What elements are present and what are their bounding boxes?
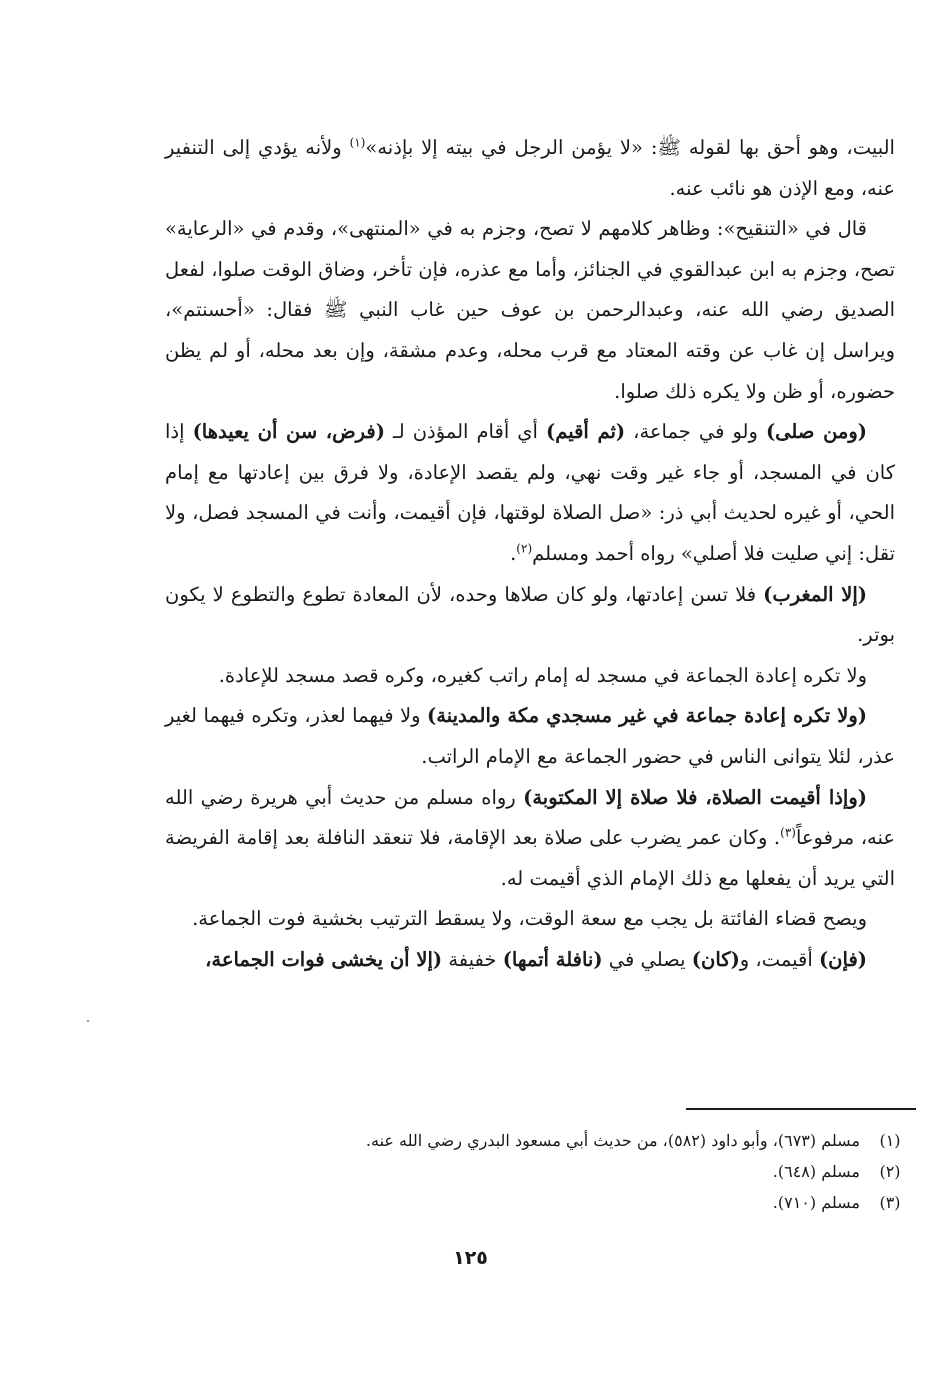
footnote bbox=[165, 1187, 920, 1218]
sharh-text: ويصح قضاء الفائتة بل يجب مع سعة الوقت، ولا يسقط الترتيب بخشية فوت الجماعة. bbox=[192, 907, 867, 931]
footnote bbox=[165, 1156, 920, 1187]
paragraph bbox=[165, 940, 895, 981]
sharh-text: رواه مسلم من حديث أبي هريرة رضي الله عنه، مرفوعاً bbox=[165, 785, 895, 850]
matn-text: (ومن صلى) bbox=[765, 420, 868, 444]
matn-text: (فإن) bbox=[818, 947, 867, 971]
paragraph bbox=[165, 128, 895, 209]
paragraph bbox=[165, 656, 895, 697]
footnote bbox=[165, 1125, 920, 1156]
paragraph bbox=[165, 696, 895, 777]
sharh-text: خفيفة bbox=[442, 947, 503, 971]
matn-text: (وإذا أقيمت الصلاة، فلا صلاة إلا المكتوبة) bbox=[523, 785, 867, 809]
footnote-text: مسلم (٦٧٣)، وأبو داود (٥٨٢)، من حديث أبي مسعود البدري رضي الله عنه. bbox=[365, 1131, 860, 1150]
sharh-text: يصلي في bbox=[602, 947, 692, 971]
paragraph bbox=[165, 209, 895, 412]
paragraph bbox=[165, 575, 895, 656]
paragraph bbox=[165, 412, 895, 574]
matn-text: (إلا أن يخشى فوات الجماعة، bbox=[205, 947, 443, 971]
sharh-text: . bbox=[510, 541, 517, 565]
sharh-text: أقيمت، و bbox=[739, 947, 819, 971]
footnote-marker: (٢) bbox=[516, 541, 533, 556]
footnote-text: مسلم (٧١٠). bbox=[772, 1193, 860, 1212]
sharh-text: ولا تكره إعادة الجماعة في مسجد له إمام راتب كغيره، وكره قصد مسجد للإعادة. bbox=[218, 663, 867, 687]
paragraph bbox=[165, 778, 895, 900]
sharh-text: . وكان عمر يضرب على صلاة بعد الإقامة، فلا تنعقد النافلة بعد إقامة الفريضة التي يريد أن يفعلها مع ذلك الإمام الذي أقيمت له. bbox=[165, 826, 895, 890]
footnote-marker: (١) bbox=[349, 135, 366, 150]
scan-speck bbox=[87, 1020, 89, 1022]
sharh-text: فلا تسن إعادتها، ولو كان صلاها وحده، لأن المعادة تطوع والتطوع لا يكون بوتر. bbox=[165, 582, 895, 647]
footnote-number: (٢) bbox=[879, 1162, 901, 1181]
sharh-text: ولأنه يؤدي إلى التنفير عنه، ومع الإذن هو نائب عنه. bbox=[165, 136, 895, 200]
footnote-number: (٣) bbox=[879, 1193, 901, 1212]
footnotes bbox=[165, 1125, 920, 1218]
matn-text: (إلا المغرب) bbox=[763, 582, 867, 606]
matn-text: (نافلة أتمها) bbox=[502, 947, 603, 971]
sharh-text: قال في «التنقيح»: وظاهر كلامهم لا تصح، وجزم به في «المنتهى»، وقدم في «الرعاية» تصح، وجزم به ابن عبدالقوي في الجنائز، وأما مع عذره، فإن تأخر، وضاق الوقت صلوا، لفعل الصديق رضي الله عنه، وعبدالرحمن بن عوف حين غاب النبي ﷺ فقال: «أحسنتم»، ويراسل إن غاب عن وقته المعتاد مع قرب محله، وعدم مشقة، وإن بعد محله، أو لم يظن حضوره، أو ظن ولا يكره ذلك صلوا. bbox=[165, 217, 895, 403]
main-text bbox=[165, 128, 895, 980]
sharh-text: ولو في جماعة، bbox=[625, 420, 766, 444]
sharh-text: أي أقام المؤذن لـ bbox=[384, 420, 547, 444]
sharh-text: ولا فيهما لعذر، وتكره فيهما لغير عذر، لئلا يتوانى الناس في حضور الجماعة مع الإمام الراتب. bbox=[165, 704, 895, 768]
sharh-text: إذا كان في المسجد، أو جاء غير وقت نهي، ولم يقصد الإعادة، ولا فرق بين إعادتها مع إمام الحي، أو غيره لحديث أبي ذر: «صل الصلاة لوقتها، فإن أقيمت، وأنت في المسجد فصل، ولا تقل: إني صليت فلا أصلي» رواه أحمد ومسلم bbox=[165, 420, 895, 565]
footnote-number: (١) bbox=[879, 1131, 901, 1150]
matn-text: (ولا تكره إعادة جماعة في غير مسجدي مكة والمدينة) bbox=[427, 704, 867, 728]
footnote-divider bbox=[686, 1108, 916, 1110]
matn-text: (كان) bbox=[691, 947, 740, 971]
sharh-text: البيت، وهو أحق بها لقوله ﷺ: «لا يؤمن الرجل في بيته إلا بإذنه» bbox=[365, 136, 895, 159]
matn-text: (ثم أقيم) bbox=[546, 420, 626, 444]
paragraph bbox=[165, 899, 895, 940]
footnote-text: مسلم (٦٤٨). bbox=[772, 1162, 860, 1181]
matn-text: (فرض، سن أن يعيدها) bbox=[192, 420, 385, 444]
footnote-marker: (٣) bbox=[780, 825, 796, 840]
page-number: ١٢٥ bbox=[453, 1247, 488, 1269]
